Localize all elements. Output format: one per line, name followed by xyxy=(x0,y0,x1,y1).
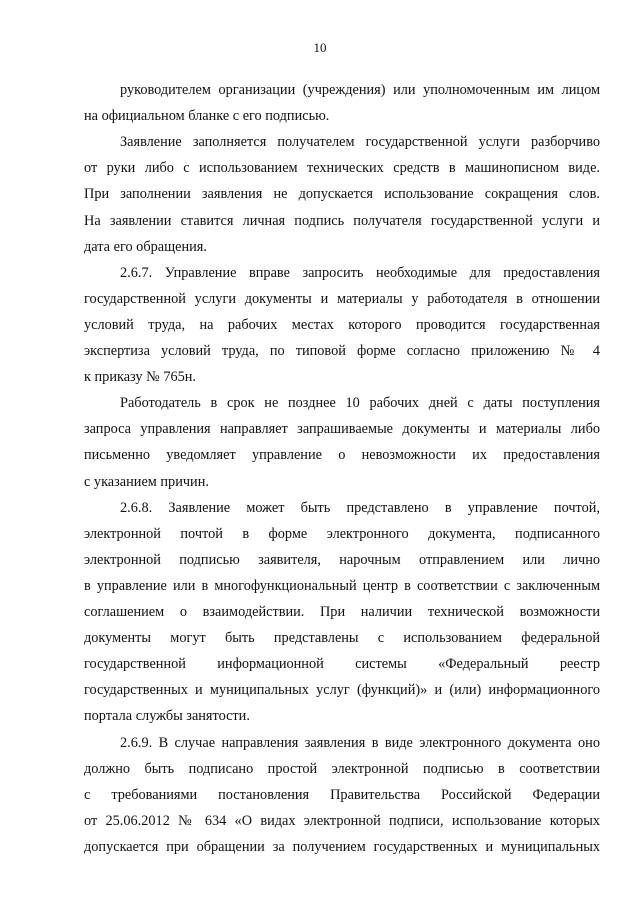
text-line: государственной услуги документы и материалы у работодателя в отношении xyxy=(84,290,600,307)
text-line: документы могут быть представлены с использованием федеральной xyxy=(84,630,600,647)
text-line: на официальном бланке с его подписью. xyxy=(84,108,330,125)
text-line: дата его обращения. xyxy=(84,238,207,255)
text-line: должно быть подписано простой электронной подписью в соответствии xyxy=(84,760,600,777)
text-line: 2.6.9. В случае направления заявления в виде электронного документа оно xyxy=(120,734,600,751)
text-line: условий труда, на рабочих местах которого проводится государственная xyxy=(84,316,600,333)
text-line: руководителем организации (учреждения) или уполномоченным им лицом xyxy=(120,82,600,98)
text-line: На заявлении ставится личная подпись получателя государственной услуги и xyxy=(84,212,600,229)
text-line: При заполнении заявления не допускается использование сокращения слов. xyxy=(84,186,600,203)
text-line: 2.6.8. Заявление может быть представлено в управление почтой, xyxy=(120,499,600,516)
text-line: в управление или в многофункциональный центр в соответствии с заключенным xyxy=(84,577,600,594)
text-line: соглашением о взаимодействии. При наличии технической возможности xyxy=(84,604,600,620)
text-line: письменно уведомляет управление о невозможности их предоставления xyxy=(84,447,600,464)
text-line: запроса управления направляет запрашиваемые документы и материалы либо xyxy=(84,421,600,438)
text-line: к приказу № 765н. xyxy=(84,369,197,386)
text-line: допускается при обращении за получением государственных и муниципальных xyxy=(84,838,600,855)
text-line: государственной информационной системы «Федеральный реестр xyxy=(84,656,600,673)
text-line: 2.6.7. Управление вправе запросить необходимые для предоставления xyxy=(120,264,600,281)
text-line: Работодатель в срок не позднее 10 рабочих дней с даты поступления xyxy=(120,395,600,412)
text-line: электронной подписью заявителя, нарочным отправлением или лично xyxy=(84,551,600,568)
text-line: от руки либо с использованием технических средств в машинописном виде. xyxy=(84,160,600,177)
text-line: с указанием причин. xyxy=(84,473,209,490)
text-line: от 25.06.2012 № 634 «О видах электронной подписи, использование которых xyxy=(84,812,600,829)
text-line: государственных и муниципальных услуг (функций)» и (или) информационного xyxy=(84,682,600,699)
text-line: электронной почтой в форме электронного документа, подписанного xyxy=(84,525,600,542)
page-number: 10 xyxy=(313,40,327,55)
text-line: портала службы занятости. xyxy=(84,708,250,725)
text-line: с требованиями постановления Правительства Российской Федерации xyxy=(84,786,600,803)
text-line: экспертиза условий труда, по типовой форме согласно приложению № 4 xyxy=(84,343,600,359)
text-line: Заявление заполняется получателем государственной услуги разборчиво xyxy=(120,134,600,151)
